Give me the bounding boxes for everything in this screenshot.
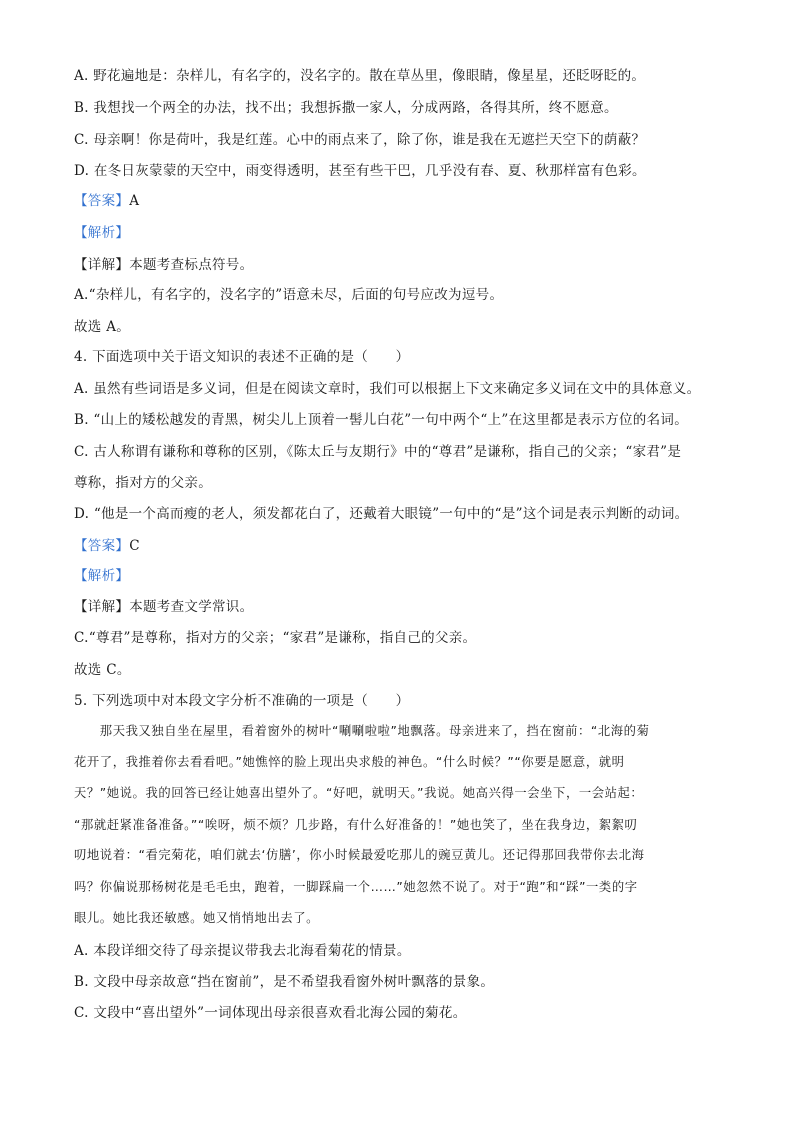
q4-analysis-tag: 【解析】	[74, 568, 130, 584]
q5-option-c: C. 文段中“喜出望外”一词体现出母亲很喜欢看北海公园的菊花。	[74, 1005, 467, 1021]
q4-option-c-line2: 尊称，指对方的父亲。	[74, 475, 212, 491]
detail-tag: 【详解】	[74, 599, 130, 615]
q3-choose: 故选 A。	[74, 319, 131, 335]
q3-answer	[74, 192, 139, 210]
detail-text: 本题考查标点符号。	[129, 257, 254, 273]
q4-choose: 故选 C。	[74, 662, 131, 678]
q4-detail	[74, 598, 253, 616]
answer-value: A	[129, 193, 140, 209]
passage-line: 吗？你偏说那杨树花是毛毛虫，跑着，一脚踩扁一个……”她忽然不说了。对于“跑”和“踩”一类的字	[74, 880, 638, 894]
q4-explain: C.“尊君”是尊称，指对方的父亲；“家君”是谦称，指自己的父亲。	[74, 630, 477, 646]
q3-option-b: B. 我想找一个两全的办法，找不出；我想拆撒一家人，分成两路，各得其所，终不愿意。	[74, 100, 618, 116]
detail-text: 本题考查文学常识。	[129, 599, 254, 615]
q4-answer	[74, 537, 140, 555]
passage-line: 叨地说着：“看完菊花，咱们就去‘仿膳’，你小时候最爱吃那儿的豌豆黄儿。还记得那回我带你去北海	[74, 848, 645, 862]
q3-option-d: D. 在冬日灰蒙蒙的天空中，雨变得透明，甚至有些干巴，几乎没有春、夏、秋那样富有色彩。	[74, 163, 646, 179]
q4-option-a: A. 虽然有些词语是多义词，但是在阅读文章时，我们可以根据上下文来确定多义词在文中的具体意义。	[74, 381, 701, 397]
answer-tag: 【答案】	[74, 193, 130, 209]
passage-line: 那天我又独自坐在屋里，看着窗外的树叶“唰唰啦啦”地飘落。母亲进来了，挡在窗前：“北海的菊	[74, 724, 650, 738]
q5-stem: 5. 下列选项中对本段文字分析不准确的一项是（ ）	[74, 693, 410, 709]
detail-tag: 【详解】	[74, 257, 130, 273]
q4-option-b: B. “山上的矮松越发的青黑，树尖儿上顶着一髻儿白花”一句中两个“上”在这里都是表示方位的名词。	[74, 412, 689, 428]
q4-option-d: D. “他是一个高而瘦的老人，须发都花白了，还戴着大眼镜”一句中的“是”这个词是表示判断的动词。	[74, 506, 689, 522]
q3-option-c: C. 母亲啊！你是荷叶，我是红莲。心中的雨点来了，除了你，谁是我在无遮拦天空下的荫蔽？	[74, 132, 646, 148]
q3-explain: A.“杂样儿，有名字的，没名字的”语意未尽，后面的句号应改为逗号。	[74, 287, 504, 303]
passage-line: 天？”她说。我的回答已经让她喜出望外了。“好吧，就明天。”我说。她高兴得一会坐下，一会站起：	[74, 786, 644, 800]
q3-detail	[74, 256, 253, 274]
passage-line: 眼儿。她比我还敏感。她又悄悄地出去了。	[74, 911, 320, 925]
answer-tag: 【答案】	[74, 538, 130, 554]
q4-option-c-line1: C. 古人称谓有谦称和尊称的区别，《陈太丘与友期行》中的“尊君”是谦称，指自己的父亲；“家君”是	[74, 444, 682, 460]
q5-option-a: A. 本段详细交待了母亲提议带我去北海看菊花的情景。	[74, 943, 411, 959]
q3-analysis-tag: 【解析】	[74, 225, 130, 241]
q5-option-b: B. 文段中母亲故意“挡在窗前”，是不希望我看窗外树叶飘落的景象。	[74, 974, 495, 990]
passage-line: 花开了，我推着你去看看吧。”她憔悴的脸上现出央求般的神色。“什么时候？”“你要是愿意，就明	[74, 755, 625, 769]
q3-option-a: A. 野花遍地是：杂样儿，有名字的，没名字的。散在草丛里，像眼睛，像星星，还眨呀眨的。	[74, 68, 646, 84]
q4-stem: 4. 下面选项中关于语文知识的表述不正确的是（ ）	[74, 349, 410, 365]
passage-line: “那就赶紧准备准备。”“唉呀，烦不烦？几步路，有什么好准备的！”她也笑了，坐在我身边，絮絮叨	[74, 818, 638, 832]
answer-value: C	[129, 538, 140, 554]
